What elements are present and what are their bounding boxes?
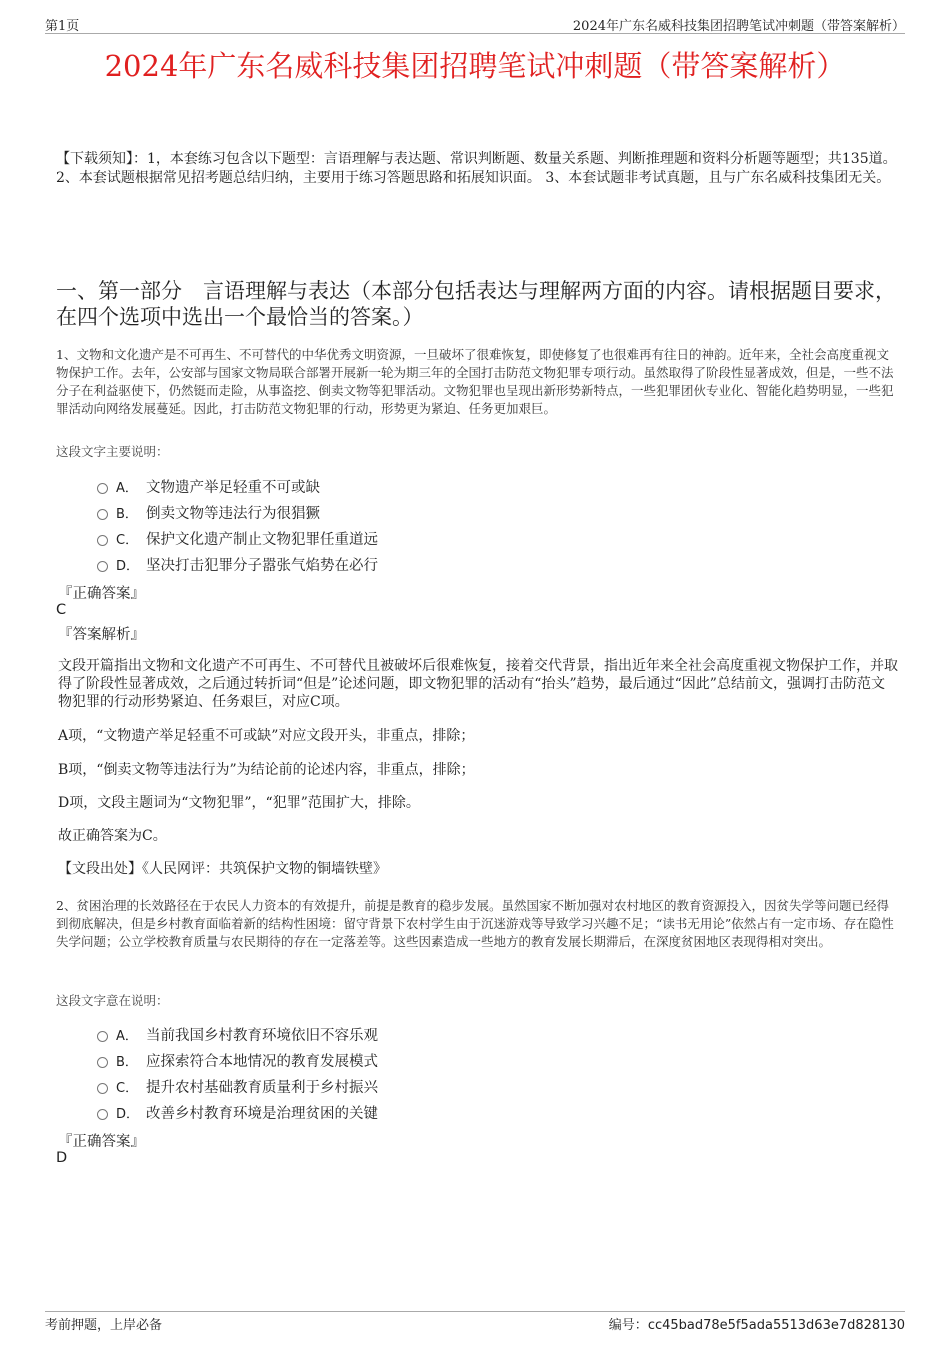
- analysis-option-a: A项，“文物遗产举足轻重不可或缺”对应文段开头，非重点，排除；: [58, 728, 475, 744]
- question-1-option-c[interactable]: [97, 528, 378, 549]
- radio-icon[interactable]: [97, 483, 108, 494]
- option-letter: D．: [116, 559, 140, 574]
- code-value: cc45bad78e5f5ada5513d63e7d828130: [647, 1318, 905, 1333]
- question-2-option-c[interactable]: [97, 1076, 378, 1097]
- question-2-prompt: 这段文字意在说明：: [56, 993, 169, 1008]
- question-1-analysis-label: 『答案解析』: [58, 627, 145, 643]
- question-2-option-a[interactable]: [97, 1024, 378, 1045]
- radio-icon[interactable]: [97, 1083, 108, 1094]
- page-number: 第1页: [45, 19, 80, 34]
- option-letter: C．: [116, 533, 139, 548]
- question-1-option-d[interactable]: [97, 554, 378, 575]
- question-2-option-b[interactable]: [97, 1050, 378, 1071]
- option-text: 当前我国乡村教育环境依旧不容乐观: [146, 1028, 378, 1044]
- option-text: 保护文化遗产制止文物犯罪任重道远: [146, 532, 378, 548]
- footer-slogan: 考前押题，上岸必备: [45, 1318, 163, 1333]
- radio-icon[interactable]: [97, 1057, 108, 1068]
- question-1-answer: C: [56, 602, 67, 618]
- header-divider: [45, 33, 905, 34]
- analysis-option-b: B项，“倒卖文物等违法行为”为结论前的论述内容，非重点，排除；: [58, 762, 475, 778]
- question-1-stem: 1、文物和文化遗产是不可再生、不可替代的中华优秀文明资源，一旦破坏了很难恢复，即使修复了也很难再有往日的神韵。近年来，全社会高度重视文物保护工作。去年，公安部与国家文物局联合部署开展新一轮为期三年的全国打击防范文物犯罪专项行动。虽然取得了阶段性显著成效，但是，一些不法分子在利益驱使下，仍然铤而走险，从事盗挖、倒卖文物等犯罪活动。文物犯罪也呈现出新形势新特点，一些犯罪团伙专业化、智能化趋势明显，一些犯罪活动向网络发展蔓延。因此，打击防范文物犯罪的行动，形势更为紧迫、任务更加艰巨。: [56, 347, 894, 416]
- section-title: 一、第一部分 言语理解与表达（本部分包括表达与理解两方面的内容。请根据题目要求，在四个选项中选出一个最恰当的答案。）: [56, 279, 896, 329]
- option-letter: B．: [116, 507, 138, 522]
- analysis-paragraph: 文段开篇指出文物和文化遗产不可再生、不可替代且被破坏后很难恢复，接着交代背景，指出近年来全社会高度重视文物保护工作，并取得了阶段性显著成效，之后通过转折词“但是”论述问题，即文物犯罪的活动有“抬头”趋势，最后通过“因此”总结前文，强调打击防范文物犯罪的行动形势紧迫、任务艰巨，对应C项。: [58, 658, 898, 710]
- option-text: 改善乡村教育环境是治理贫困的关键: [146, 1106, 378, 1122]
- radio-icon[interactable]: [97, 1031, 108, 1042]
- option-text: 提升农村基础教育质量利于乡村振兴: [146, 1080, 378, 1096]
- analysis-option-d: D项，文段主题词为“文物犯罪”，“犯罪”范围扩大，排除。: [58, 795, 420, 811]
- question-1-option-a[interactable]: [97, 476, 320, 497]
- download-notice: 【下载须知】：1，本套练习包含以下题型：言语理解与表达题、常识判断题、数量关系题、判断推理题和资料分析题等题型；共135道。 2、本套试题根据常见招考题总结归纳，主要用于练习答题思路和拓展知识面。 3、本套试题非考试真题，且与广东名威科技集团无关。: [56, 151, 897, 186]
- option-letter: D．: [116, 1107, 140, 1122]
- radio-icon[interactable]: [97, 1109, 108, 1120]
- footer-divider: [45, 1311, 905, 1312]
- question-2-stem: 2、贫困治理的长效路径在于农民人力资本的有效提升，前提是教育的稳步发展。虽然国家不断加强对农村地区的教育资源投入，因贫失学等问题已经得到彻底解决，但是乡村教育面临着新的结构性困境：留守背景下农村学生由于沉迷游戏等导致学习兴趣不足；“读书无用论”依然占有一定市场、存在隐性失学问题；公立学校教育质量与农民期待的存在一定落差等。这些因素造成一些地方的教育发展长期滞后，在深度贫困地区表现得相对突出。: [56, 898, 894, 949]
- question-1-prompt: 这段文字主要说明：: [56, 444, 169, 459]
- radio-icon[interactable]: [97, 535, 108, 546]
- question-1-answer-label: 『正确答案』: [58, 586, 145, 602]
- radio-icon[interactable]: [97, 561, 108, 572]
- running-title: 2024年广东名威科技集团招聘笔试冲刺题（带答案解析）: [572, 19, 905, 34]
- option-text: 坚决打击犯罪分子嚣张气焰势在必行: [146, 558, 378, 574]
- option-text: 倒卖文物等违法行为很猖獗: [146, 506, 320, 522]
- option-letter: A．: [116, 1029, 138, 1044]
- question-1-option-b[interactable]: [97, 502, 320, 523]
- document-title: 2024年广东名威科技集团招聘笔试冲刺题（带答案解析）: [104, 49, 846, 83]
- analysis-source: 【文段出处】《人民网评：共筑保护文物的铜墙铁壁》: [58, 861, 387, 877]
- option-letter: A．: [116, 481, 138, 496]
- code-label: 编号：: [608, 1318, 648, 1333]
- question-2-option-d[interactable]: [97, 1102, 378, 1123]
- option-text: 应探索符合本地情况的教育发展模式: [146, 1054, 378, 1070]
- question-2-answer-label: 『正确答案』: [58, 1134, 145, 1150]
- question-2-answer: D: [56, 1150, 68, 1166]
- option-letter: B．: [116, 1055, 138, 1070]
- option-letter: C．: [116, 1081, 139, 1096]
- document-code: [609, 1314, 905, 1333]
- option-text: 文物遗产举足轻重不可或缺: [146, 480, 320, 496]
- radio-icon[interactable]: [97, 509, 108, 520]
- analysis-conclusion: 故正确答案为C。: [58, 828, 167, 844]
